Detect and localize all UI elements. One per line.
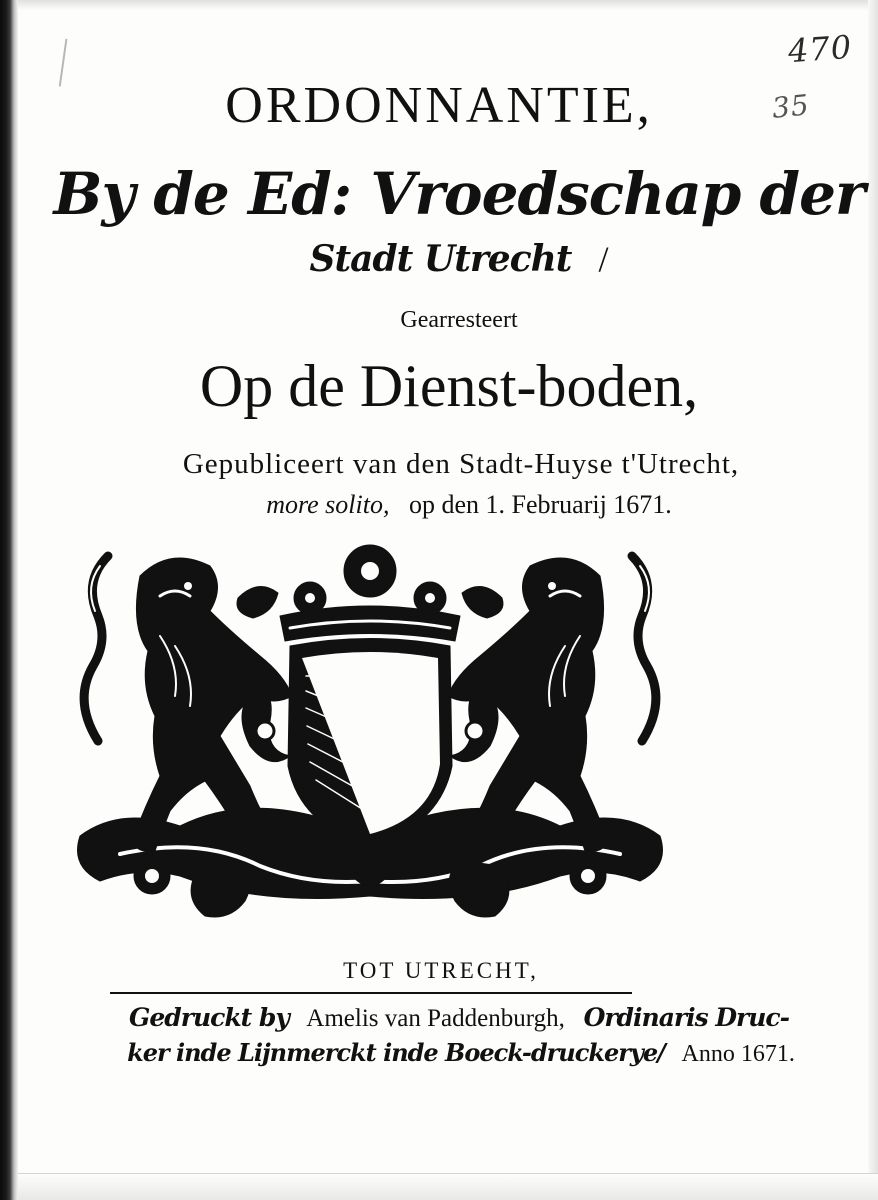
handwritten-number-top: 470	[786, 27, 854, 71]
publication-date: op den 1. Februarij 1671.	[408, 490, 672, 519]
city-slash: /	[598, 239, 609, 279]
printer-location: ker inde Lijnmerckt inde Boeck-druckerye/	[127, 1038, 665, 1067]
imprint-line-1	[20, 1003, 878, 1033]
imprint-year: Anno 1671.	[681, 1041, 795, 1067]
imprint-line-2	[22, 1038, 878, 1068]
page-title: ORDONNANTIE,	[225, 77, 653, 134]
binding-shadow	[0, 0, 18, 1200]
printer-name: Amelis van Paddenburgh,	[306, 1005, 565, 1032]
date-line	[30, 490, 878, 520]
city-line	[20, 238, 878, 280]
printer-title: Ordinaris Druc-	[583, 1003, 789, 1032]
publication-line: Gepubliceert van den Stadt-Huyse t'Utrecht,	[182, 448, 740, 480]
page-bottom-edge	[18, 1173, 878, 1200]
city-name: Stadt Utrecht	[309, 238, 572, 280]
imprint-place: TOT UTRECHT,	[343, 958, 539, 983]
page-top-edge	[18, 0, 878, 10]
imprint-rule	[110, 992, 632, 994]
more-solito-phrase: more solito,	[266, 490, 390, 519]
coat-of-arms-utrecht-with-lions-icon	[60, 536, 680, 936]
handwritten-number-second: 35	[770, 88, 812, 125]
authority-line: By de Ed: Vroedschap der	[53, 160, 865, 228]
printed-by-phrase: Gedruckt by	[129, 1003, 289, 1032]
subject-heading: Op de Dienst-boden,	[199, 353, 699, 419]
resolved-line: Gearresteert	[400, 307, 518, 333]
